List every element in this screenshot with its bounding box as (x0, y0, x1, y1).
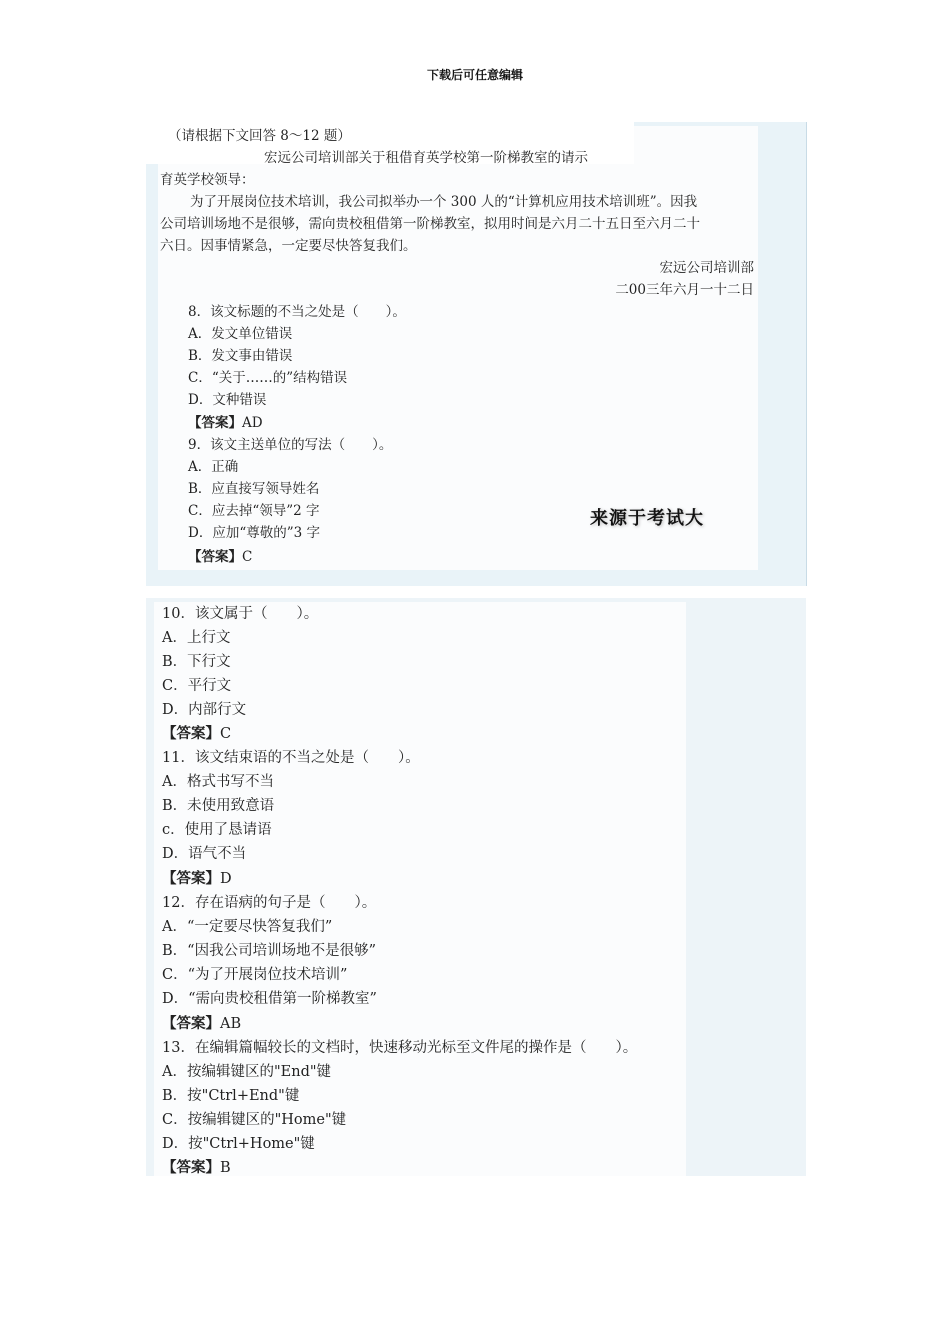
document-title: 宏远公司培训部关于租借育英学校第一阶梯教室的请示 (264, 150, 588, 166)
answer-8 (188, 413, 263, 433)
question-10: 10．该文属于（ ）。 (162, 606, 319, 622)
option: D．应加“尊敬的”3 字 (188, 525, 321, 541)
option: A．格式书写不当 (162, 774, 274, 790)
exam-screenshot-1 (146, 122, 807, 586)
option: C．“关于……的”结构错误 (188, 370, 348, 386)
answer-value: AD (242, 415, 263, 431)
question-8: 8．该文标题的不当之处是（ ）。 (188, 304, 406, 320)
option: D．内部行文 (162, 702, 247, 718)
answer-10 (162, 724, 231, 744)
salutation: 育英学校领导： (160, 172, 255, 188)
exam-screenshot-2 (146, 598, 806, 1176)
option: D．按"Ctrl+Home"键 (162, 1136, 315, 1152)
option: B．发文事由错误 (188, 348, 293, 364)
option: C．“为了开展岗位技术培训” (162, 967, 348, 983)
option: c．使用了恳请语 (162, 822, 272, 838)
option: C．按编辑键区的"Home"键 (162, 1112, 347, 1128)
intro-note: （请根据下文回答 8～12 题） (168, 128, 351, 144)
option: A．上行文 (162, 630, 231, 646)
answer-value: D (220, 871, 232, 887)
option: A．正确 (188, 459, 239, 475)
answer-label: 【答案】 (162, 725, 220, 742)
option: D．语气不当 (162, 846, 247, 862)
answer-label: 【答案】 (162, 870, 220, 887)
option: B．按"Ctrl+End"键 (162, 1088, 300, 1104)
body-line: 公司培训场地不是很够，需向贵校租借第一阶梯教室，拟用时间是六月二十五日至六月二十 (160, 216, 700, 232)
answer-9 (188, 547, 252, 567)
answer-value: C (220, 726, 232, 742)
option: C．应去掉“领导”2 字 (188, 503, 320, 519)
question-9: 9．该文主送单位的写法（ ）。 (188, 437, 393, 453)
answer-value: C (242, 549, 253, 565)
option: A．“一定要尽快答复我们” (162, 919, 333, 935)
option: B．未使用致意语 (162, 798, 275, 814)
question-12: 12．存在语病的句子是（ ）。 (162, 895, 377, 911)
answer-value: AB (220, 1016, 242, 1032)
option: B．应直接写领导姓名 (188, 481, 320, 497)
answer-label: 【答案】 (162, 1015, 220, 1032)
page-header: 下载后可任意编辑 (426, 68, 523, 82)
option: D．“需向贵校租借第一阶梯教室” (162, 991, 377, 1007)
answer-value: B (220, 1160, 231, 1176)
question-13: 13．在编辑篇幅较长的文档时，快速移动光标至文件尾的操作是（ ）。 (162, 1040, 638, 1056)
watermark: 来源于考试大 (590, 508, 704, 529)
option: A．按编辑键区的"End"键 (162, 1064, 332, 1080)
answer-label: 【答案】 (188, 415, 242, 431)
option: D．文种错误 (188, 392, 267, 408)
answer-11 (162, 869, 232, 889)
answer-label: 【答案】 (188, 549, 242, 565)
answer-12 (162, 1014, 241, 1034)
option: A．发文单位错误 (188, 326, 293, 342)
body-line: 六日。因事情紧急，一定要尽快答复我们。 (160, 238, 417, 254)
option: B．“因我公司培训场地不是很够” (162, 943, 376, 959)
signature: 宏远公司培训部 (659, 260, 754, 276)
answer-label: 【答案】 (162, 1159, 220, 1176)
option: B．下行文 (162, 654, 231, 670)
option: C．平行文 (162, 678, 232, 694)
answer-13 (162, 1158, 231, 1178)
body-line: 为了开展岗位技术培训，我公司拟举办一个 300 人的“计算机应用技术培训班”。因我 (190, 194, 698, 210)
date: 二00三年六月一十二日 (615, 282, 754, 298)
question-11: 11．该文结束语的不当之处是（ ）。 (162, 750, 420, 766)
